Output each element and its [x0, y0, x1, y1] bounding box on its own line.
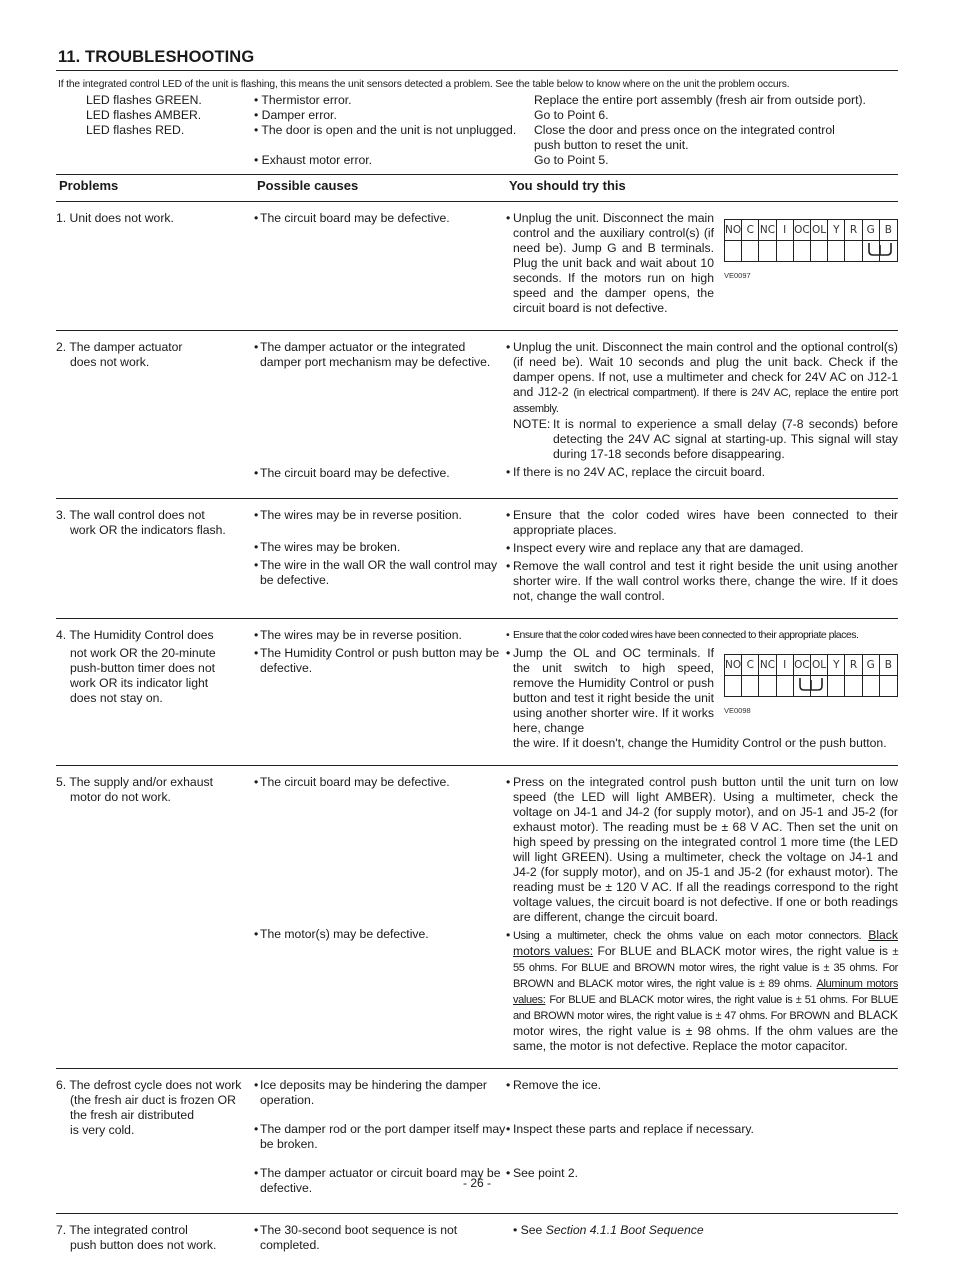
- header-try: You should try this: [506, 175, 898, 202]
- terminal-slot: [845, 676, 862, 696]
- terminal-slot: [811, 676, 828, 696]
- table-row: [56, 1069, 898, 1214]
- terminal-label: NC: [759, 655, 776, 676]
- table-row: [56, 1214, 898, 1270]
- led-label: LED flashes GREEN.: [56, 93, 254, 108]
- problem-cell: 6. The defrost cycle does not work (the fresh air duct is frozen OR the fresh air distributed is very cold.: [56, 1069, 254, 1214]
- header-problems: Problems: [56, 175, 254, 202]
- terminal-label: OC: [794, 655, 811, 676]
- terminal-block-figure: NO C NC I OC OL Y R G B VE0098: [724, 654, 898, 736]
- terminal-slot: [759, 241, 776, 261]
- led-cause: • Thermistor error.: [254, 93, 534, 108]
- terminal-label: B: [880, 655, 897, 676]
- terminal-label: OL: [811, 655, 828, 676]
- table-row: [56, 331, 898, 499]
- troubleshooting-page: [56, 48, 898, 1270]
- terminal-slot: [742, 676, 759, 696]
- cause-cell: • The circuit board may be defective.: [254, 202, 506, 331]
- terminal-label: Y: [828, 655, 845, 676]
- terminal-slot: [725, 241, 742, 261]
- terminal-label: NO: [725, 220, 742, 241]
- solution-cell: • Press on the integrated control push button until the unit turn on low speed (the LED will light AMBER). Using a multimeter, check the voltage on J4-1 and J4-2 (for supply motor), and on J5-1 and J5-2 (for exhaust motor). The reading must be ± 68 V AC. Then set the unit on high speed by pressing on the integrated control 1 more time (the LED will light GREEN). Using a multimeter, check the voltage on J4-1 and J4-2 (for supply motor), and on J5-1 and J5-2 (for exhaust motor). The reading must be ± 120 V AC. If all the readings correspond to the right voltage values, the circuit board is not defective. If one or both readings are different, change the circuit board. • Using a multimeter, check the ohms value on each motor connectors. Black motors values: For BLUE and BLACK motor wires, the right value is ± 55 ohms. For BLUE and BROWN motor wires, the right value is ± 35 ohms. For BROWN and BLACK motor wires, the right value is ± 89 ohms. Aluminum motors values: For BLUE and BLACK motor wires, the right value is ± 51 ohms. For BLUE and BROWN motor wires, the right value is ± 47 ohms. For BROWN and BLACK motor wires, the right value is ± 98 ohms. If the ohm values are the same, the motor is not defective. Replace the motor capacitor.: [506, 766, 898, 1069]
- led-action: Replace the entire port assembly (fresh air from outside port).: [534, 93, 898, 108]
- solution-cell: • Ensure that the color coded wires have been connected to their appropriate places. • Jump the OL and OC terminals. If the unit switch to high speed, remove the Humidity Control or push button and test it right beside the unit using another shorter wire. If it works here, change NO C NC I OC OL Y R G B VE0098 the wire. If it doesn't, change the Humidity Control or the push button.: [506, 619, 898, 766]
- led-flash-table: [56, 93, 898, 168]
- table-row: [56, 766, 898, 1069]
- terminal-slot: [759, 676, 776, 696]
- table-row: [56, 499, 898, 619]
- problem-cell: 3. The wall control does not work OR the indicators flash.: [56, 499, 254, 619]
- page-title: 11. TROUBLESHOOTING: [56, 48, 898, 71]
- terminal-slot: [725, 676, 742, 696]
- problem-cell: 1. Unit does not work.: [56, 202, 254, 331]
- terminal-label: R: [845, 220, 862, 241]
- terminal-label: NC: [759, 220, 776, 241]
- terminal-label: C: [742, 655, 759, 676]
- page-number: - 26 -: [0, 1176, 954, 1190]
- problem-cell: 4. The Humidity Control does not work OR the 20-minute push-button timer does not work OR its indicator light does not stay on.: [56, 619, 254, 766]
- terminal-label: G: [863, 220, 880, 241]
- solution-cell: • Unplug the unit. Disconnect the main control and the auxiliary control(s) (if need be). Jump G and B terminals. Plug the unit back and wait about 10 seconds. If the motors run on high speed and the damper opens, the circuit board is not defective. NO C NC I OC OL Y R G B VE0097: [506, 202, 898, 331]
- terminal-slot: [742, 241, 759, 261]
- cause-cell: • The 30-second boot sequence is not completed.: [254, 1214, 506, 1270]
- header-causes: Possible causes: [254, 175, 506, 202]
- cause-cell: • The wires may be in reverse position. • The Humidity Control or push button may be defective.: [254, 619, 506, 766]
- terminal-slot: [777, 676, 794, 696]
- led-label: LED flashes RED.: [56, 123, 254, 153]
- terminal-label: I: [777, 655, 794, 676]
- terminal-slot: [880, 676, 897, 696]
- terminal-label: OL: [811, 220, 828, 241]
- terminal-label: I: [777, 220, 794, 241]
- terminal-slot: [811, 241, 828, 261]
- terminal-block-figure: NO C NC I OC OL Y R G B VE0097: [724, 219, 898, 316]
- solution-cell: • Remove the ice. • Inspect these parts and replace if necessary. • See point 2.: [506, 1069, 898, 1214]
- terminal-label: B: [880, 220, 897, 241]
- terminal-label: Y: [828, 220, 845, 241]
- led-label: [56, 153, 254, 168]
- cause-cell: • The wires may be in reverse position. • The wires may be broken. • The wire in the wall OR the wall control may be defective.: [254, 499, 506, 619]
- problem-cell: 7. The integrated control push button does not work.: [56, 1214, 254, 1270]
- jumper-wire-icon: [863, 241, 897, 261]
- terminal-slot: [880, 241, 897, 261]
- terminal-slot: [845, 241, 862, 261]
- terminal-label: NO: [725, 655, 742, 676]
- led-cause: • Exhaust motor error.: [254, 153, 534, 168]
- solution-cell: • Unplug the unit. Disconnect the main control and the optional control(s) (if need be). Wait 10 seconds and plug the unit back. Check if the damper opens. If not, use a multimeter and check for 24V AC on J12-1 and J12-2 (in electrical compartment). If there is 24V AC, replace the entire port assembly. NOTE: It is normal to experience a small delay (7-8 seconds) before detecting the 24V AC signal at starting-up. This signal will stay during 17-18 seconds before disappearing. • If there is no 24V AC, replace the circuit board.: [506, 331, 898, 499]
- terminal-slot: [828, 241, 845, 261]
- terminal-label: C: [742, 220, 759, 241]
- terminal-label: OC: [794, 220, 811, 241]
- terminal-slot: [828, 676, 845, 696]
- solution-cell: • See Section 4.1.1 Boot Sequence: [506, 1214, 898, 1270]
- led-cause: • The door is open and the unit is not unplugged.: [254, 123, 534, 153]
- terminal-slot: [777, 241, 794, 261]
- terminal-slot: [863, 676, 880, 696]
- table-row: [56, 202, 898, 331]
- terminal-slot: [794, 241, 811, 261]
- terminal-label: G: [863, 655, 880, 676]
- led-action: Go to Point 6.: [534, 108, 898, 123]
- cause-cell: • Ice deposits may be hindering the damper operation. • The damper rod or the port damper itself may be broken. • The damper actuator or circuit board may be defective.: [254, 1069, 506, 1214]
- cause-cell: • The damper actuator or the integrated damper port mechanism may be defective. • The circuit board may be defective.: [254, 331, 506, 499]
- solution-cell: • Ensure that the color coded wires have been connected to their appropriate places. • Inspect every wire and replace any that are damaged. • Remove the wall control and test it right beside the unit using another shorter wire. If the wall control works there, change the wire. If it does not, change the wall control.: [506, 499, 898, 619]
- led-action: Close the door and press once on the integrated control push button to reset the unit.: [534, 123, 898, 153]
- intro-text: If the integrated control LED of the unit is flashing, this means the unit sensors detected a problem. See the table below to know where on the unit the problem occurs.: [58, 79, 898, 90]
- troubleshooting-table: [56, 174, 898, 1270]
- jumper-wire-icon: [794, 676, 828, 696]
- terminal-label: R: [845, 655, 862, 676]
- problem-cell: 2. The damper actuator does not work.: [56, 331, 254, 499]
- problem-cell: 5. The supply and/or exhaust motor do not work.: [56, 766, 254, 1069]
- led-action: Go to Point 5.: [534, 153, 898, 168]
- cause-cell: • The circuit board may be defective. • The motor(s) may be defective.: [254, 766, 506, 1069]
- table-row: [56, 619, 898, 766]
- led-label: LED flashes AMBER.: [56, 108, 254, 123]
- led-cause: • Damper error.: [254, 108, 534, 123]
